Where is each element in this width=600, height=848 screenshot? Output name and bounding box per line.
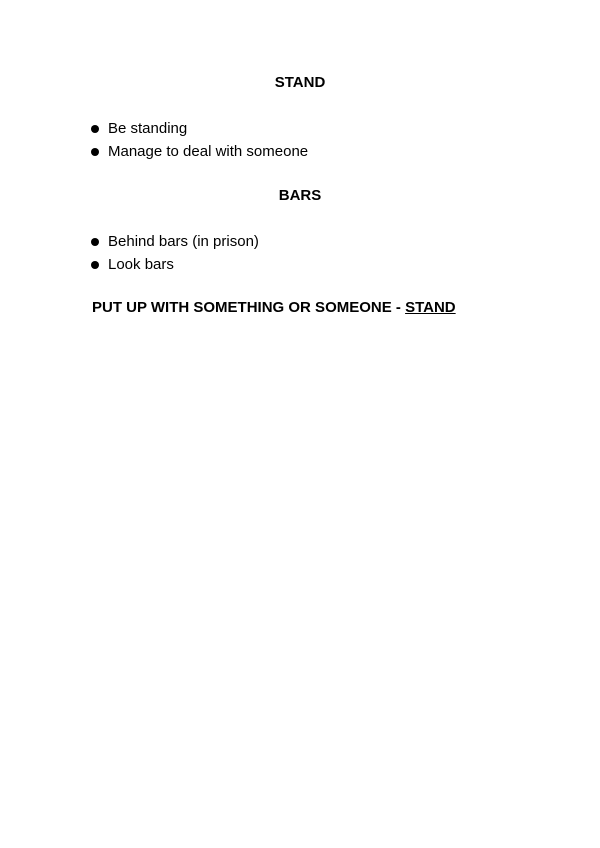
statement-prefix: PUT UP WITH SOMETHING OR SOMEONE - bbox=[92, 299, 406, 316]
bullet-icon bbox=[91, 125, 99, 133]
list-item-text: Manage to deal with someone bbox=[108, 143, 309, 160]
list-item-text: Be standing bbox=[108, 120, 188, 137]
bullet-icon bbox=[91, 148, 99, 156]
bullet-icon bbox=[91, 261, 99, 269]
section-heading-bars: BARS bbox=[278, 187, 322, 204]
list-item-text: Behind bars (in prison) bbox=[108, 233, 259, 250]
bullet-icon bbox=[91, 238, 99, 246]
answer-statement bbox=[92, 299, 456, 317]
section-heading-stand: STAND bbox=[274, 74, 326, 91]
list-item-text: Look bars bbox=[108, 256, 174, 273]
statement-answer: STAND bbox=[405, 299, 456, 316]
